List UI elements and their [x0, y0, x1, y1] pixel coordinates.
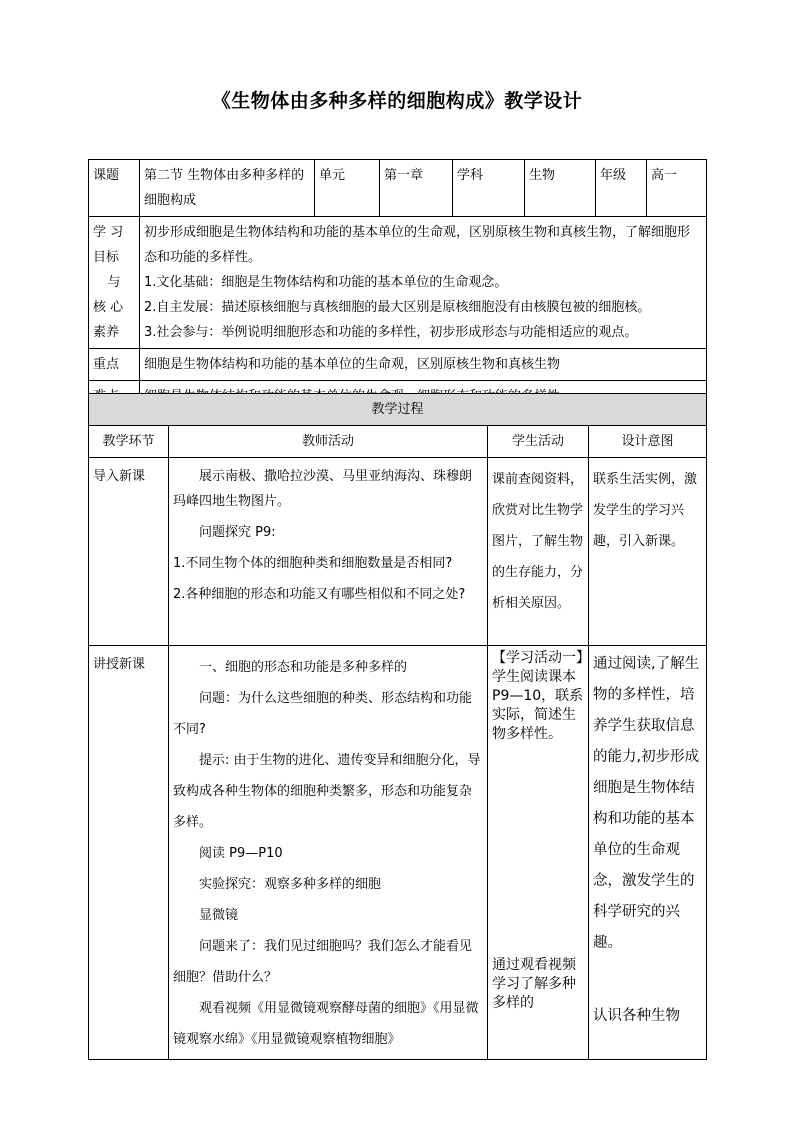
design-intent-cell: 联系生活实例，激发学生的学习兴趣，引入新课。: [589, 458, 707, 646]
subject-label: 学科: [453, 160, 525, 217]
teacher-line: 实验探究：观察多种多样的细胞: [199, 877, 382, 892]
goals-label-line: 素养: [93, 325, 120, 340]
teacher-line: 一、细胞的形态和功能是多种多样的: [199, 660, 408, 675]
teacher-line: 观看视频《用显微镜观察酵母菌的细胞》《用显微镜观察水绵》《用显微镜观察植物细胞》: [173, 1001, 479, 1047]
goals-line: 3.社会参与：举例说明细胞形态和功能的多样性，初步形成形态与功能相适应的观点。: [144, 325, 638, 340]
document-title: 《生物体由多种多样的细胞构成》教学设计: [211, 90, 583, 112]
student-line: 通过观看视频学习了解多种多样的: [492, 957, 576, 1011]
student-activity-cell: [488, 646, 589, 1060]
goals-label-line: 与: [107, 275, 121, 290]
student-line: 【学习活动一】: [492, 650, 590, 666]
student-line: 学生阅读课本 P9—10，联系实际，简述生物多样性。: [492, 669, 584, 742]
teacher-line: 展示南极、撒哈拉沙漠、马里亚纳海沟、珠穆朗玛峰四地生物图片。: [173, 469, 473, 509]
grade-value: 高一: [647, 160, 707, 217]
course-info-table: [88, 159, 707, 413]
topic-label: 课题: [89, 160, 140, 217]
topic-value: 第二节 生物体由多种多样的细胞构成: [140, 160, 315, 217]
column-header: 学生活动: [488, 426, 589, 458]
goals-line: 1.文化基础：细胞是生物体结构和功能的基本单位的生命观念。: [144, 275, 508, 290]
goals-label-line: 核 心: [93, 300, 124, 315]
teacher-line: 阅读 P9—P10: [199, 846, 283, 861]
key-point-text: 细胞是生物体结构和功能的基本单位的生命观，区别原核生物和真核生物: [140, 349, 707, 381]
goals-line: 初步形成细胞是生物体结构和功能的基本单位的生命观，区别原核生物和真核生物，了解细胞形态和功能的多样性。: [144, 225, 691, 265]
goals-label: [89, 217, 140, 349]
teacher-line: 提示: 由于生物的进化、遗传变异和细胞分化，导致构成各种生物体的细胞种类繁多，形态和功能复杂多样。: [173, 753, 481, 830]
teacher-line: 1.不同生物个体的细胞种类和细胞数量是否相同?: [173, 556, 453, 571]
goals-line: 2.自主发展：描述原核细胞与真核细胞的最大区别是原核细胞没有由核膜包被的细胞核。: [144, 300, 651, 315]
column-header: 教学环节: [89, 426, 169, 458]
student-activity-cell: 课前查阅资料，欣赏对比生物学图片，了解生物的生存能力，分析相关原因。: [488, 458, 589, 646]
teacher-line: 问题探究 P9:: [199, 525, 276, 540]
teacher-line: 2.各种细胞的形态和功能又有哪些相似和不同之处?: [173, 587, 466, 602]
column-header: 教师活动: [169, 426, 488, 458]
teacher-activity-cell: [169, 458, 488, 646]
intent-line: 通过阅读,了解生物的多样性，培养学生获取信息的能力,初步形成细胞是生物体结构和功能的基本单位的生命观念，激发学生的科学研究的兴趣。: [593, 656, 700, 951]
unit-value: 第一章: [380, 160, 453, 217]
process-header: 教学过程: [89, 394, 707, 426]
design-intent-cell: [589, 646, 707, 1060]
key-point-label: 重点: [89, 349, 140, 381]
column-header: 设计意图: [589, 426, 707, 458]
goals-label-line: 学 习: [93, 225, 124, 240]
goals-content: [140, 217, 707, 349]
unit-label: 单元: [315, 160, 380, 217]
teacher-line: 显微镜: [199, 908, 239, 923]
subject-value: 生物: [525, 160, 596, 217]
teacher-line: 问题：为什么这些细胞的种类、形态结构和功能不同?: [173, 691, 473, 737]
stage-cell: 导入新课: [89, 458, 169, 646]
teacher-activity-cell: [169, 646, 488, 1060]
stage-cell: 讲授新课: [89, 646, 169, 1060]
teaching-process-table: [88, 393, 707, 1060]
intent-line: 认识各种生物: [593, 1008, 680, 1024]
goals-label-line: 目标: [93, 250, 120, 265]
grade-label: 年级: [596, 160, 647, 217]
teacher-line: 问题来了：我们见过细胞吗？我们怎么才能看见细胞？借助什么？: [173, 939, 473, 985]
